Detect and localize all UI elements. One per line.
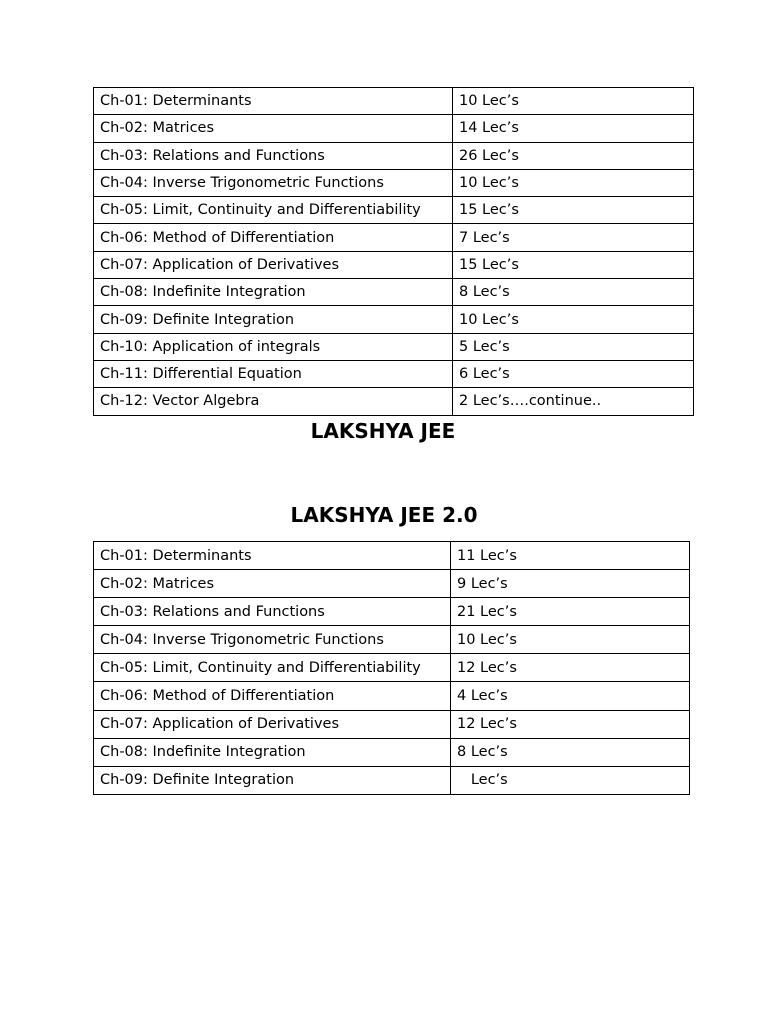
lectures-cell: 11 Lec’s [451, 542, 690, 570]
lectures-cell: 14 Lec’s [453, 115, 694, 142]
section-heading-lakshya-jee-2: LAKSHYA JEE 2.0 [290, 503, 478, 527]
chapter-cell: Ch-03: Relations and Functions [94, 142, 453, 169]
lectures-cell: 2 Lec’s….continue.. [453, 388, 694, 415]
table-row [94, 279, 694, 306]
lectures-cell: 21 Lec’s [451, 598, 690, 626]
lectures-cell: 8 Lec’s [451, 738, 690, 766]
chapter-cell: Ch-12: Vector Algebra [94, 388, 453, 415]
lectures-cell: 10 Lec’s [453, 88, 694, 115]
chapter-cell: Ch-03: Relations and Functions [94, 598, 451, 626]
table-row [94, 710, 690, 738]
table-row [94, 570, 690, 598]
lectures-cell: 10 Lec’s [451, 626, 690, 654]
chapter-cell: Ch-06: Method of Differentiation [94, 224, 453, 251]
chapter-cell: Ch-07: Application of Derivatives [94, 251, 453, 278]
chapter-cell: Ch-08: Indefinite Integration [94, 279, 453, 306]
table-row [94, 251, 694, 278]
table-row [94, 654, 690, 682]
lectures-cell: Lec’s [451, 766, 690, 794]
lectures-cell: 12 Lec’s [451, 710, 690, 738]
chapter-cell: Ch-01: Determinants [94, 542, 451, 570]
lectures-cell: 10 Lec’s [453, 306, 694, 333]
lakshya-jee-2-syllabus-table [93, 541, 690, 795]
table-row [94, 766, 690, 794]
table-row [94, 169, 694, 196]
chapter-cell: Ch-05: Limit, Continuity and Differentiability [94, 654, 451, 682]
chapter-cell: Ch-06: Method of Differentiation [94, 682, 451, 710]
lakshya-jee-syllabus-table [93, 87, 694, 416]
section-heading-lakshya-jee: LAKSHYA JEE [310, 419, 456, 443]
table-row [94, 333, 694, 360]
table-row [94, 115, 694, 142]
lectures-cell: 6 Lec’s [453, 360, 694, 387]
table-row [94, 142, 694, 169]
chapter-cell: Ch-07: Application of Derivatives [94, 710, 451, 738]
table-row [94, 88, 694, 115]
lectures-cell: 7 Lec’s [453, 224, 694, 251]
chapter-cell: Ch-08: Indefinite Integration [94, 738, 451, 766]
chapter-cell: Ch-02: Matrices [94, 115, 453, 142]
chapter-cell: Ch-09: Definite Integration [94, 766, 451, 794]
table-row [94, 542, 690, 570]
table-row [94, 682, 690, 710]
lectures-cell: 4 Lec’s [451, 682, 690, 710]
table-row [94, 626, 690, 654]
lectures-cell: 5 Lec’s [453, 333, 694, 360]
lectures-cell: 12 Lec’s [451, 654, 690, 682]
table-row [94, 598, 690, 626]
lectures-cell: 15 Lec’s [453, 251, 694, 278]
lectures-cell: 8 Lec’s [453, 279, 694, 306]
lectures-cell: 9 Lec’s [451, 570, 690, 598]
table-row [94, 388, 694, 415]
lectures-cell: 10 Lec’s [453, 169, 694, 196]
lectures-cell: 15 Lec’s [453, 197, 694, 224]
chapter-cell: Ch-05: Limit, Continuity and Differentiability [94, 197, 453, 224]
table-row [94, 306, 694, 333]
chapter-cell: Ch-02: Matrices [94, 570, 451, 598]
table-row [94, 360, 694, 387]
chapter-cell: Ch-04: Inverse Trigonometric Functions [94, 169, 453, 196]
lectures-cell: 26 Lec’s [453, 142, 694, 169]
chapter-cell: Ch-09: Definite Integration [94, 306, 453, 333]
table-row [94, 224, 694, 251]
table-row [94, 197, 694, 224]
chapter-cell: Ch-04: Inverse Trigonometric Functions [94, 626, 451, 654]
chapter-cell: Ch-11: Differential Equation [94, 360, 453, 387]
table-row [94, 738, 690, 766]
chapter-cell: Ch-10: Application of integrals [94, 333, 453, 360]
chapter-cell: Ch-01: Determinants [94, 88, 453, 115]
